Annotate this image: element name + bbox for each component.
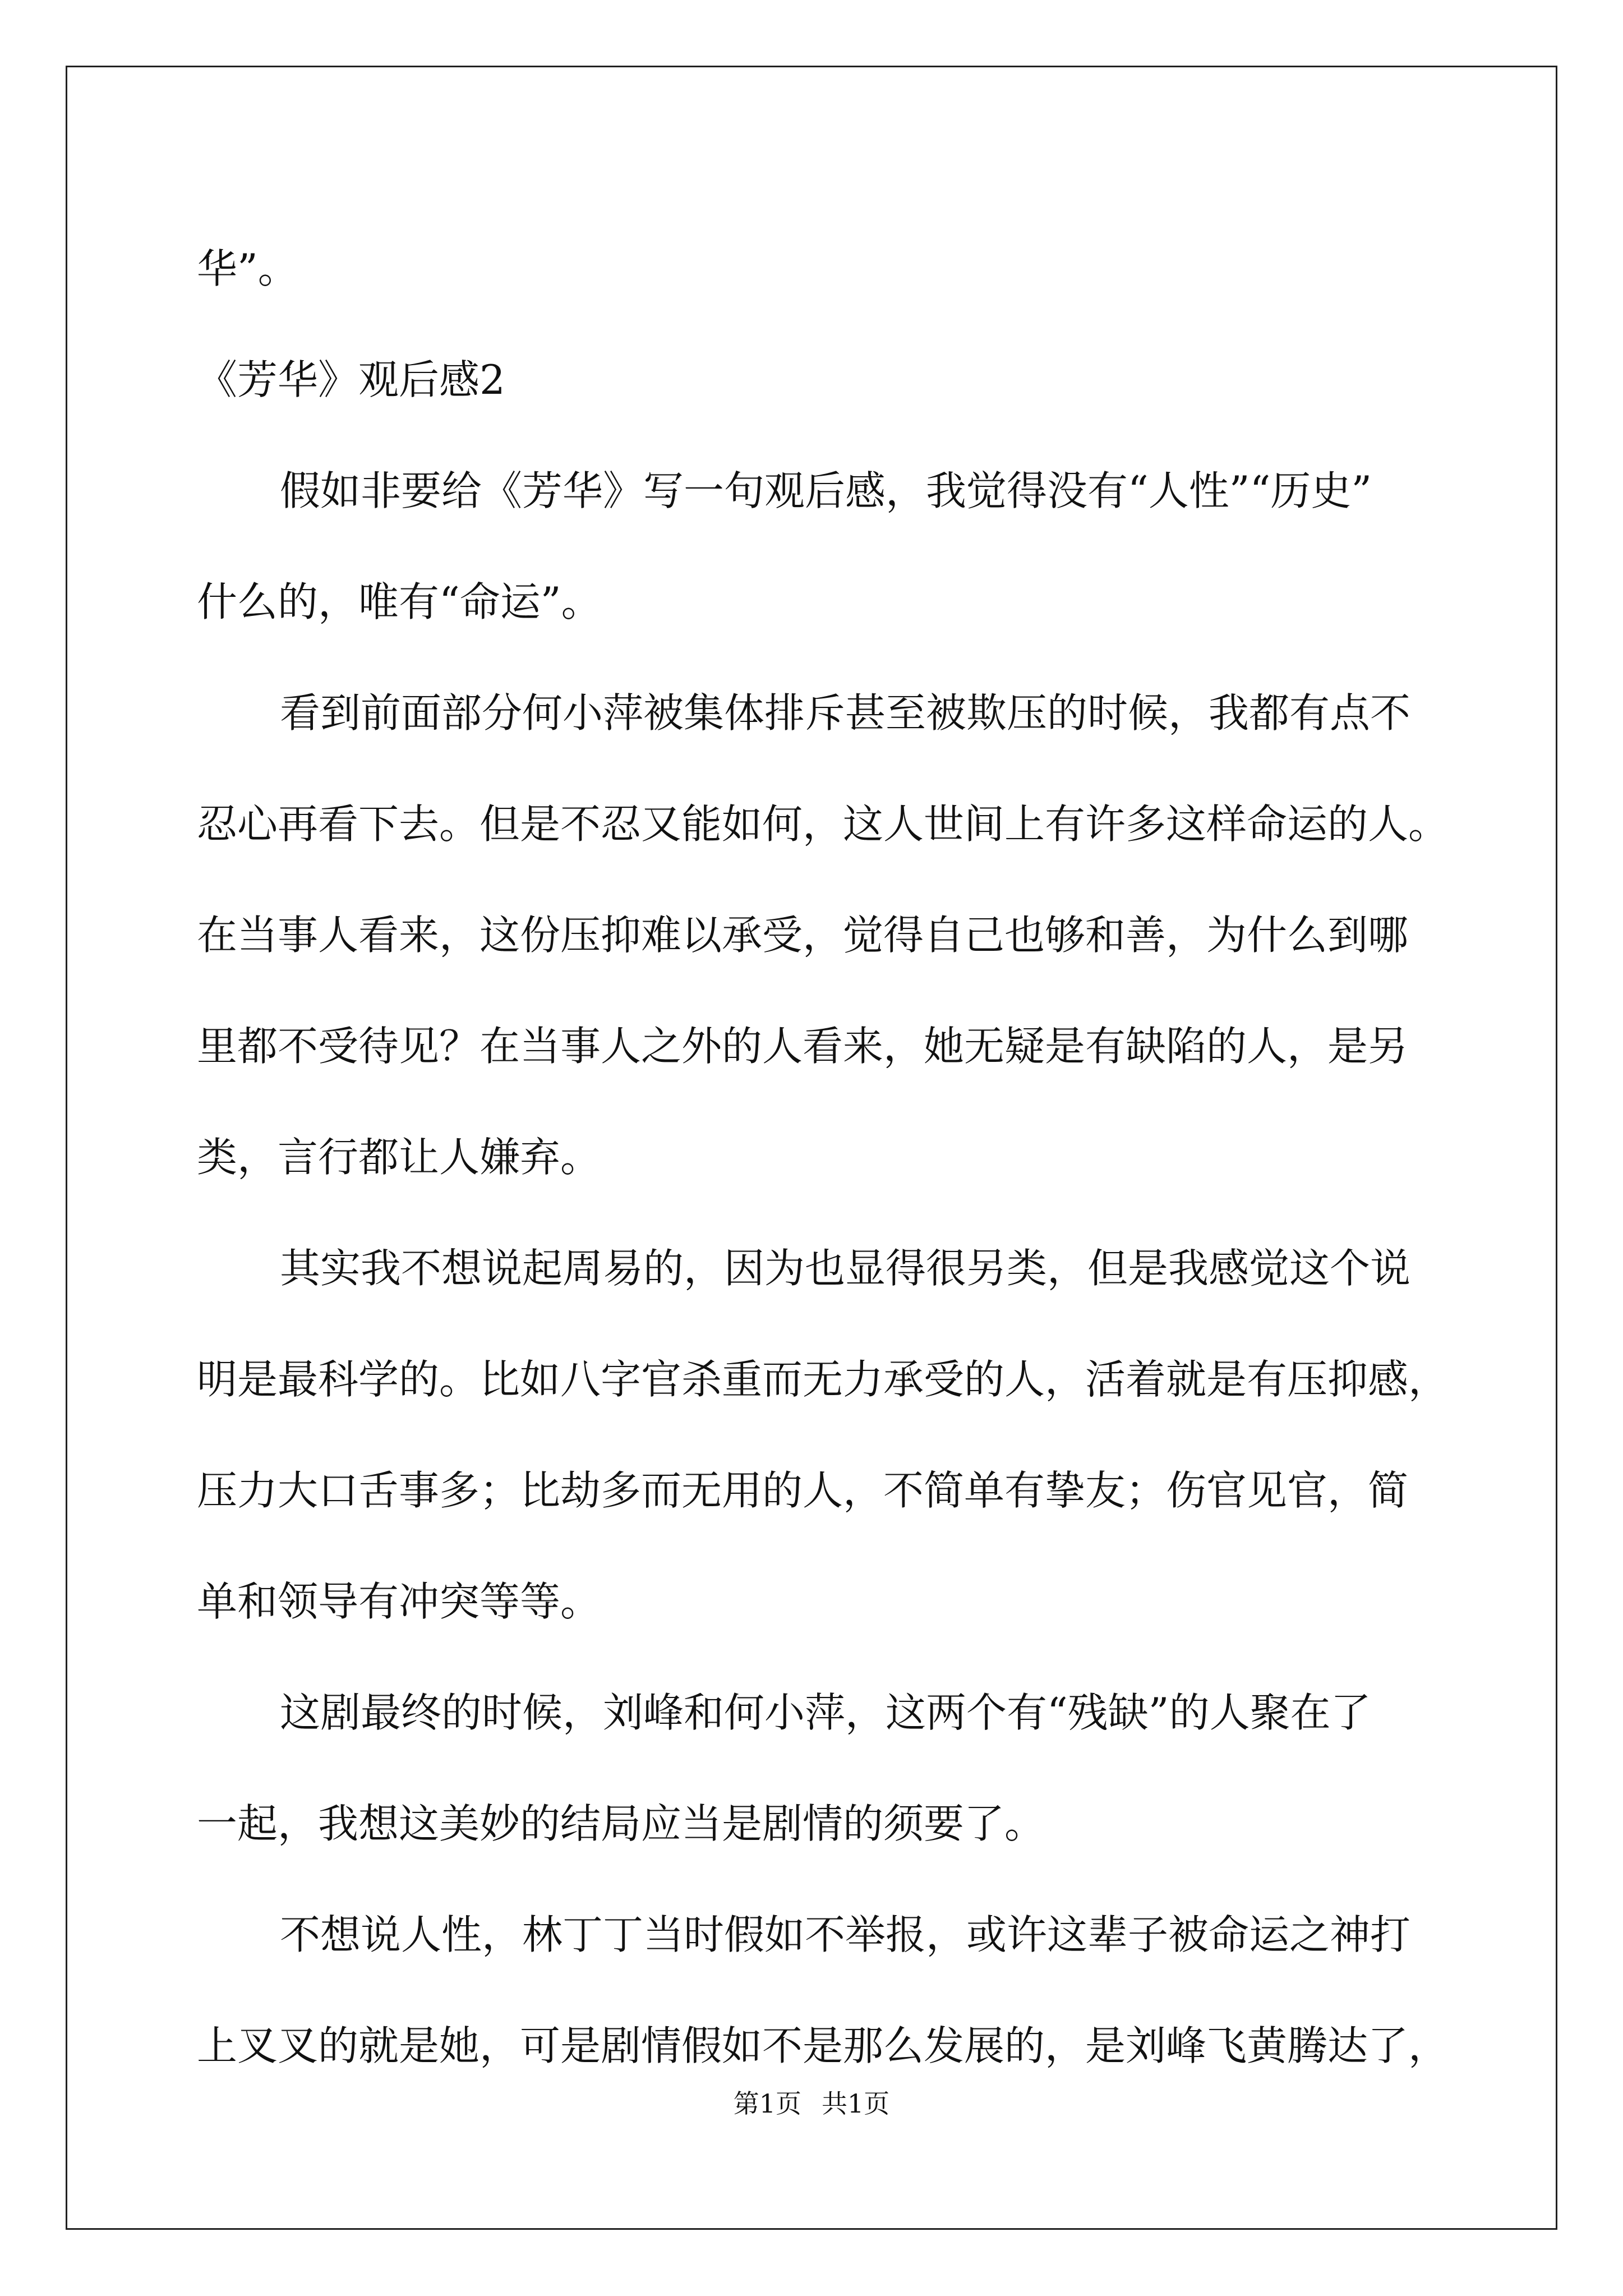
section-heading: 《芳华》观后感2	[197, 356, 505, 403]
paragraph-continuation: 华”。	[197, 245, 298, 292]
paragraph-line: 在当事人看来，这份压抑难以承受，觉得自己也够和善，为什么到哪	[197, 912, 1409, 959]
paragraph-line: 不想说人性，林丁丁当时假如不举报，或许这辈子被命运之神打	[280, 1911, 1411, 1958]
paragraph-line: 这剧最终的时候，刘峰和何小萍，这两个有“残缺”的人聚在了	[280, 1689, 1371, 1736]
page-total: 共1页	[822, 2088, 890, 2119]
paragraph-line: 压力大口舌事多；比劫多而无用的人，不简单有挚友；伤官见官，简	[197, 1467, 1409, 1514]
page-number: 第1页	[733, 2088, 801, 2119]
page-footer	[0, 2087, 1623, 2120]
document-body	[197, 213, 1449, 2101]
paragraph-line: 其实我不想说起周易的，因为也显得很另类，但是我感觉这个说	[280, 1245, 1411, 1292]
paragraph-line: 里都不受待见？在当事人之外的人看来，她无疑是有缺陷的人，是另	[197, 1023, 1409, 1070]
paragraph-line: 明是最科学的。比如八字官杀重而无力承受的人，活着就是有压抑感，	[197, 1356, 1449, 1403]
paragraph-line: 看到前面部分何小萍被集体排斥甚至被欺压的时候，我都有点不	[280, 689, 1411, 737]
paragraph-line: 上叉叉的就是她，可是剧情假如不是那么发展的，是刘峰飞黄腾达了，	[197, 2022, 1449, 2069]
paragraph-line: 单和领导有冲突等等。	[197, 1578, 601, 1625]
paragraph-line: 什么的，唯有“命运”。	[197, 578, 602, 625]
paragraph-line: 假如非要给《芳华》写一句观后感，我觉得没有“人性”“历史”	[280, 467, 1372, 514]
paragraph-line: 一起，我想这美妙的结局应当是剧情的须要了。	[197, 1800, 1045, 1847]
paragraph-line: 忍心再看下去。但是不忍又能如何，这人世间上有许多这样命运的人。	[197, 800, 1449, 848]
paragraph-line: 类，言行都让人嫌弃。	[197, 1134, 601, 1181]
